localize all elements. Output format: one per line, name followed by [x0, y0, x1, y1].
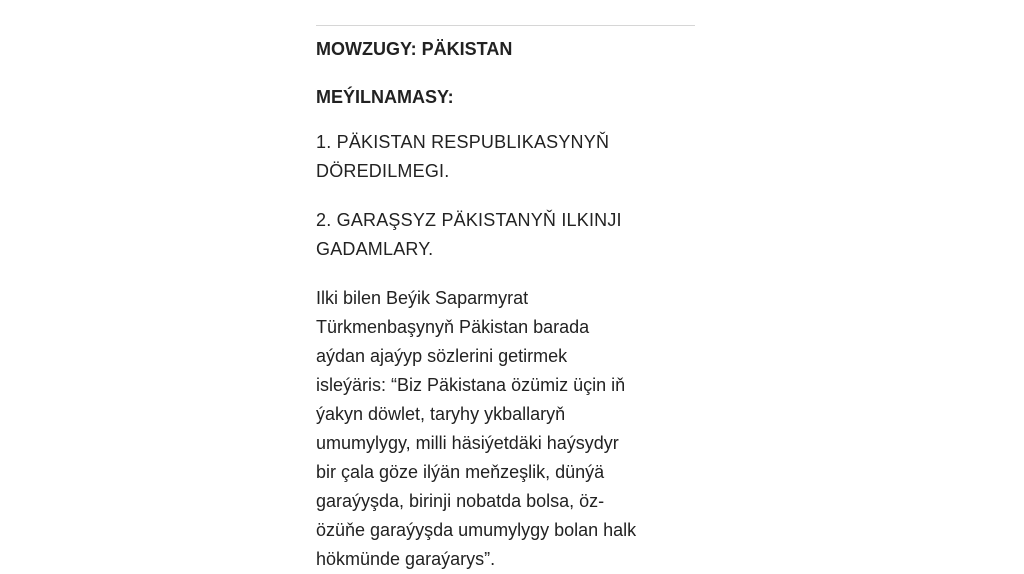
- intro-line: özüňe garaýyşda umumylygy bolan halk: [316, 520, 637, 540]
- plan-item-2: 2. GARAŞSYZ PÄKISTANYŇ ILKINJI GADAMLARY.: [316, 210, 622, 259]
- intro-line: bir çala göze ilýän meňzeşlik, dünýä: [316, 462, 605, 482]
- intro-line: Ilki bilen Beýik Saparmyrat: [316, 288, 529, 308]
- intro-paragraph: [316, 284, 696, 574]
- intro-line: hökmünde garaýarys”.: [316, 549, 496, 569]
- plan-item-1: 1. PÄKISTAN RESPUBLIKASYNYŇ DÖREDILMEGI.: [316, 132, 610, 181]
- intro-line: Türkmenbaşynyň Päkistan barada: [316, 317, 590, 337]
- intro-line: umumylygy, milli häsiýetdäki haýsydyr: [316, 433, 619, 453]
- intro-line: garaýyşda, birinji nobatda bolsa, öz-: [316, 491, 605, 511]
- intro-line: isleýäris: “Biz Päkistana özümiz üçin iň: [316, 375, 626, 395]
- intro-line: aýdan ajaýyp sözlerini getirmek: [316, 346, 568, 366]
- plan-heading: MEÝILNAMASY:: [316, 87, 454, 107]
- article-subject: MOWZUGY: PÄKISTAN: [316, 39, 513, 59]
- intro-line: ýakyn döwlet, taryhy ykballaryň: [316, 404, 566, 424]
- top-divider: [316, 25, 695, 26]
